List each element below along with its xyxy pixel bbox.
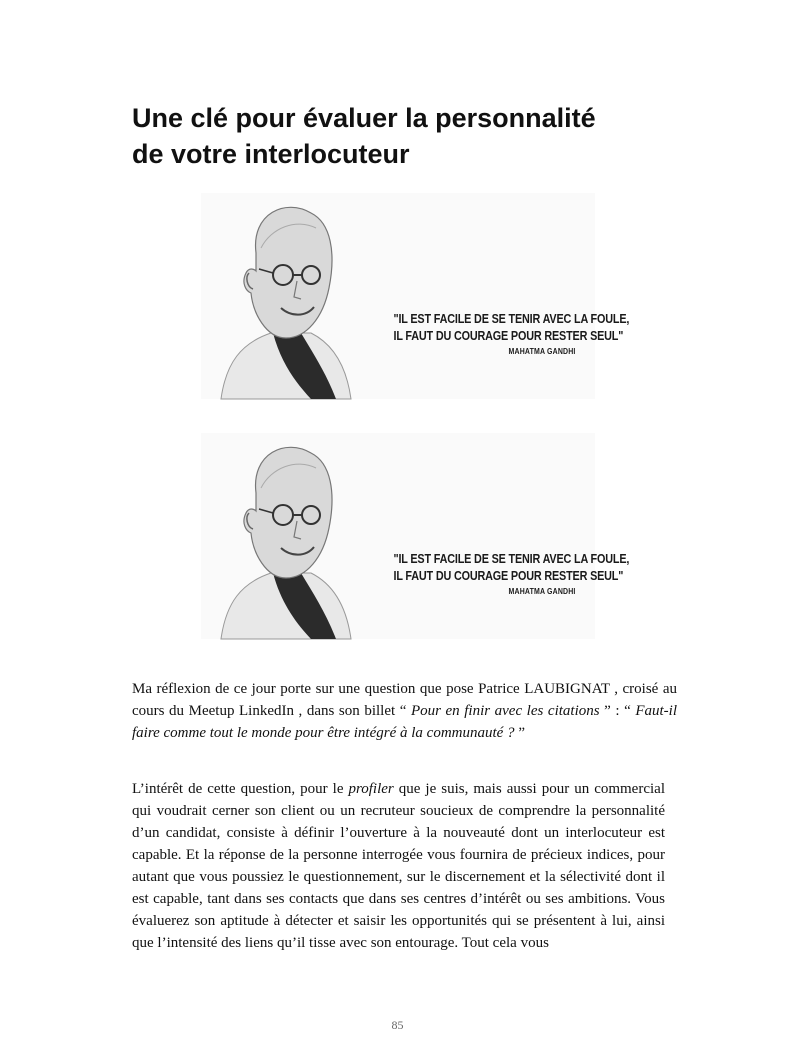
quote-author: MAHATMA GANDHI [508, 346, 576, 356]
gandhi-quote-image [201, 193, 630, 399]
page-title [132, 100, 692, 172]
paragraph-intro-text-b: ” : “ [599, 703, 636, 719]
profiler-term: profiler [348, 781, 394, 797]
paragraph-body-text-b: que je suis, mais aussi pour un commercial qui voudrait cerner son client ou un recruteur soucieux de comprendre la personnalité d’un candidat, consiste à définir l’ouverture à la nouveauté dont un interlocuteur est capable. Et la réponse de la personne interrogée vous fournira de précieux indices, pour autant que vous poussiez le questionnement, sur le discernement et la sélectivité dont il est capable, tant dans ses contacts que dans ses centres d’intérêt ou ses ambitions. Vous évaluerez son aptitude à détecter et saisir les opportunités qui se présentent à lui, ainsi que l’intensité des liens qu’il tisse avec son entourage. Tout cela vous [132, 781, 665, 951]
paragraph-intro-text-a: Ma réflexion de ce jour porte sur une question que pose Patrice LAUBIGNAT , croisé au cours du Meetup LinkedIn , dans son billet “ [132, 681, 677, 719]
page-number: 85 [391, 1018, 404, 1032]
citation-title: Pour en finir avec les citations [410, 703, 600, 719]
quote-line-1: "IL EST FACILE DE SE TENIR AVEC LA FOULE, [393, 551, 630, 566]
quote-line-2: IL FAUT DU COURAGE POUR RESTER SEUL" [393, 568, 624, 583]
paragraph-intro [132, 678, 677, 744]
paragraph-body [132, 778, 665, 954]
gandhi-quote-image [201, 433, 630, 639]
quote-text [393, 310, 630, 357]
title-line-1: Une clé pour évaluer la personnalité [132, 103, 596, 133]
paragraph-body-text-a: L’intérêt de cette question, pour le [132, 781, 349, 797]
title-line-2: de votre interlocuteur [132, 139, 410, 169]
quote-author: MAHATMA GANDHI [508, 586, 576, 596]
quote-line-1: "IL EST FACILE DE SE TENIR AVEC LA FOULE, [393, 311, 630, 326]
quote-text [393, 550, 630, 597]
paragraph-intro-text-c: ” [514, 725, 525, 741]
gandhi-portrait [201, 193, 351, 399]
quote-line-2: IL FAUT DU COURAGE POUR RESTER SEUL" [393, 328, 624, 343]
citation-question: Faut-il faire comme tout le monde pour être intégré à la communauté ? [132, 703, 677, 741]
gandhi-portrait [201, 433, 351, 639]
